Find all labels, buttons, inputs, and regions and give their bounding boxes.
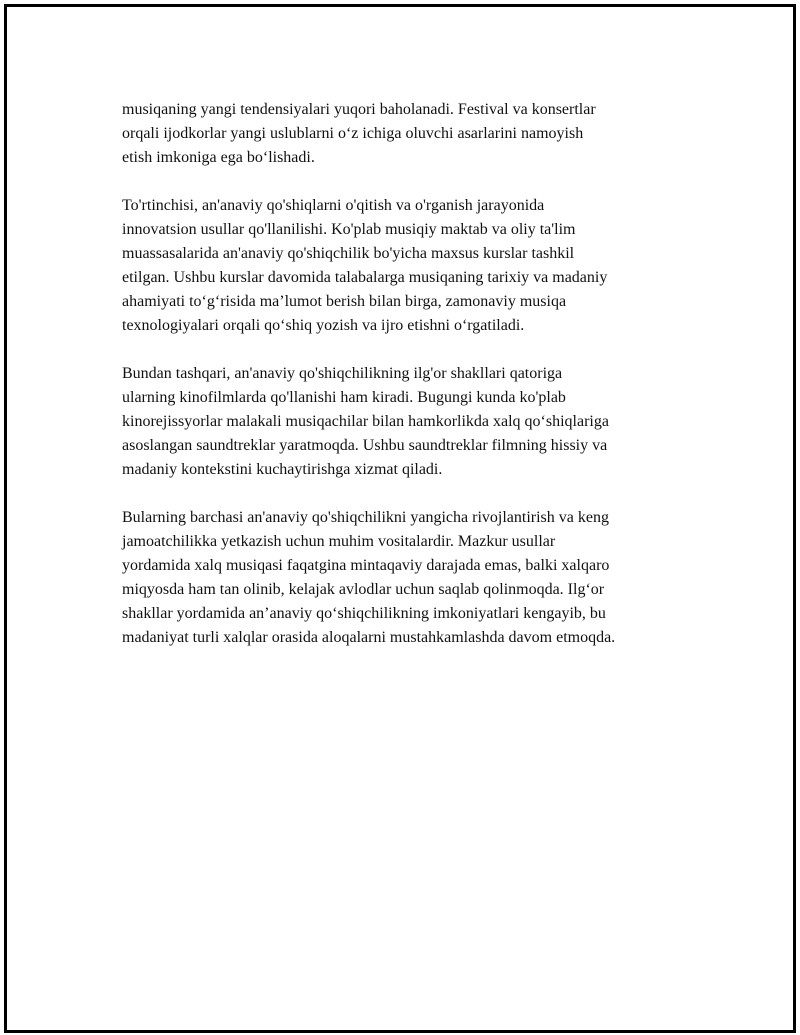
text-line: texnologiyalari orqali qo‘shiq yozish va ijro etishni o‘rgatiladi.: [122, 317, 525, 334]
text-line: ularning kinofilmlarda qo'llanishi ham kiradi. Bugungi kunda ko'plab: [122, 389, 566, 406]
text-line: jamoatchilikka yetkazish uchun muhim vositalardir. Mazkur usullar: [122, 533, 556, 550]
text-line: To'rtinchisi, an'anaviy qo'shiqlarni o'qitish va o'rganish jarayonida: [122, 197, 545, 214]
text-line: shakllar yordamida an’anaviy qo‘shiqchilikning imkoniyatlari kengayib, bu: [122, 605, 606, 622]
paragraph-2: [122, 194, 697, 338]
document-body: [122, 98, 697, 674]
text-line: miqyosda ham tan olinib, kelajak avlodlar uchun saqlab qolinmoqda. Ilg‘or: [122, 581, 605, 598]
text-line: kinorejissyorlar malakali musiqachilar bilan hamkorlikda xalq qo‘shiqlariga: [122, 413, 609, 430]
text-line: madaniyat turli xalqlar orasida aloqalarni mustahkamlashda davom etmoqda.: [122, 629, 616, 646]
text-line: yordamida xalq musiqasi faqatgina mintaqaviy darajada emas, balki xalqaro: [122, 557, 610, 574]
text-line: orqali ijodkorlar yangi uslublarni o‘z ichiga oluvchi asarlarini namoyish: [122, 125, 584, 142]
text-line: etilgan. Ushbu kurslar davomida talabalarga musiqaning tarixiy va madaniy: [122, 269, 608, 286]
text-line: ahamiyati to‘g‘risida ma’lumot berish bilan birga, zamonaviy musiqa: [122, 293, 567, 310]
text-line: etish imkoniga ega bo‘lishadi.: [122, 149, 315, 166]
text-line: Bularning barchasi an'anaviy qo'shiqchilikni yangicha rivojlantirish va keng: [122, 509, 609, 526]
text-line: asoslangan saundtreklar yaratmoqda. Ushbu saundtreklar filmning hissiy va: [122, 437, 608, 454]
paragraph-3: [122, 362, 697, 482]
text-line: musiqaning yangi tendensiyalari yuqori baholanadi. Festival va konsertlar: [122, 101, 596, 118]
text-line: Bundan tashqari, an'anaviy qo'shiqchilikning ilg'or shakllari qatoriga: [122, 365, 563, 382]
text-line: innovatsion usullar qo'llanilishi. Ko'plab musiqiy maktab va oliy ta'lim: [122, 221, 576, 238]
text-line: muassasalarida an'anaviy qo'shiqchilik bo'yicha maxsus kurslar tashkil: [122, 245, 575, 262]
page-frame: [4, 4, 796, 1033]
text-line: madaniy kontekstini kuchaytirishga xizmat qiladi.: [122, 461, 443, 478]
paragraph-1: [122, 98, 697, 170]
paragraph-4: [122, 506, 697, 650]
